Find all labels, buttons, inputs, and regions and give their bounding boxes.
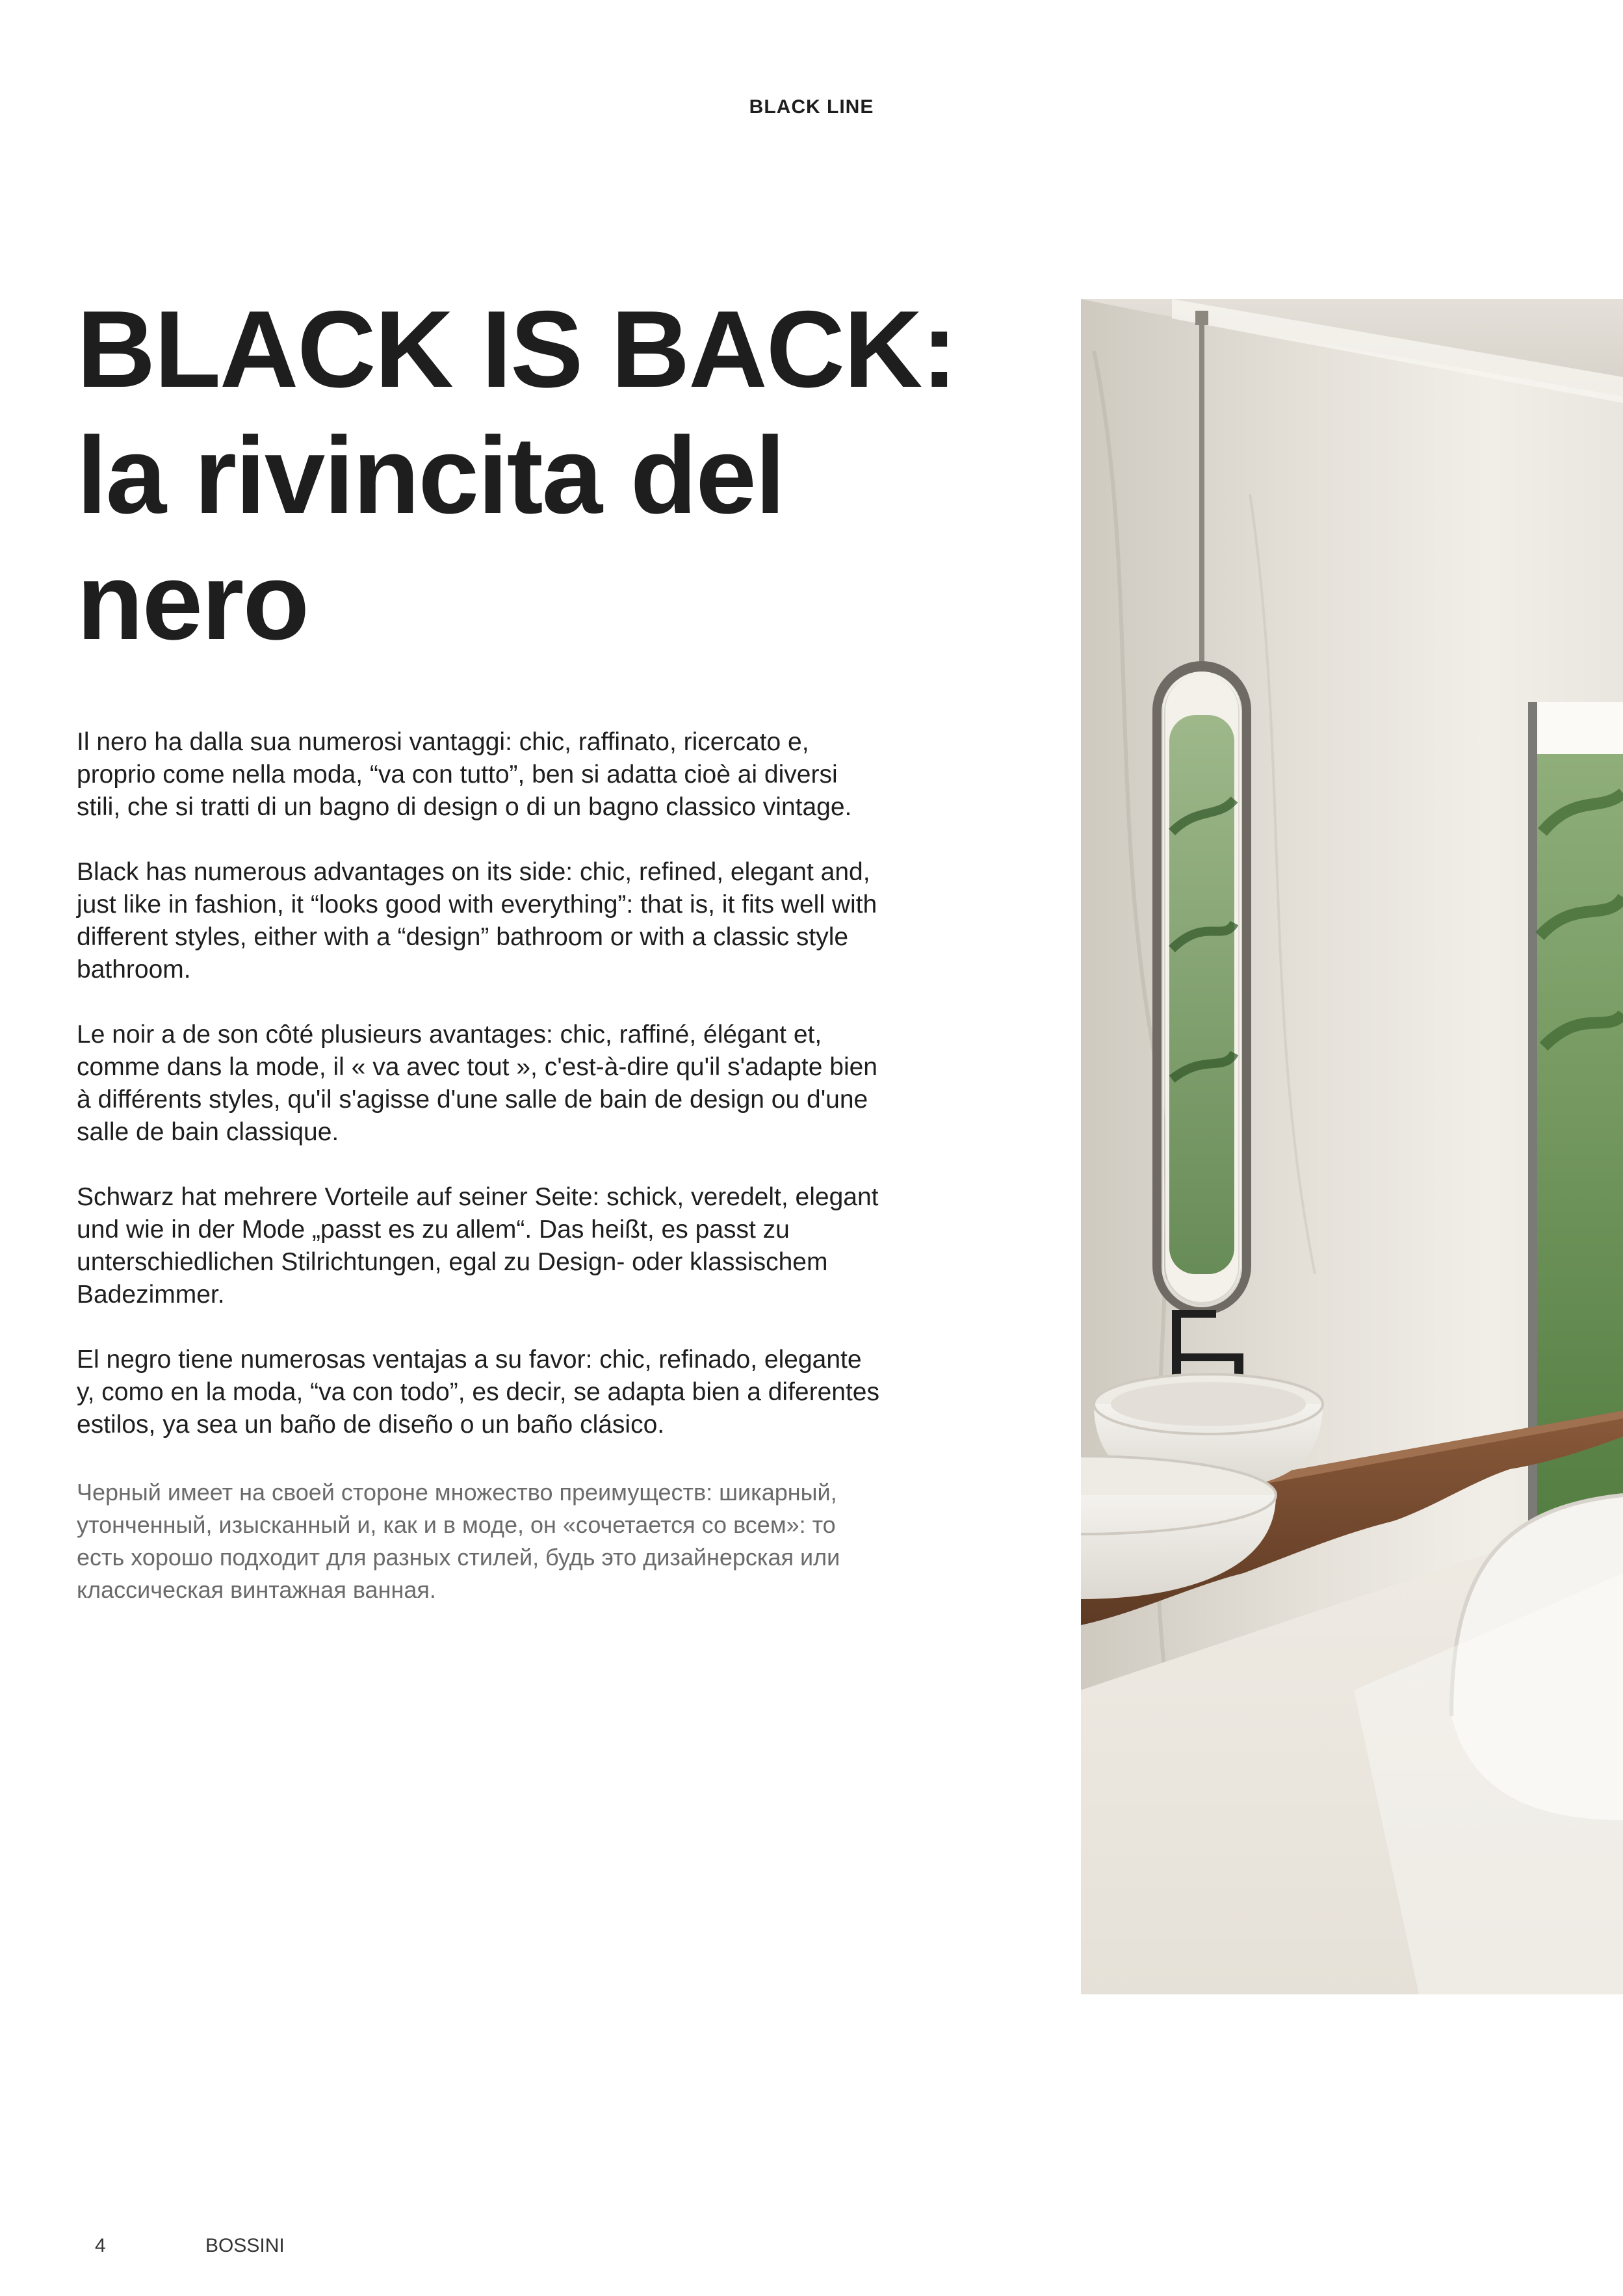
page-title [77,286,1065,664]
paragraph-english: Black has numerous advantages on its side: chic, refined, elegant and, just like in fashion, it “looks good with everything”: that is, it fits well with different styles, either with a “design” bathroom or with a classic style bathroom. [77,858,877,984]
bathroom-illustration [1081,299,1623,1994]
body-text [77,726,883,1639]
section-label: BLACK LINE [749,96,874,118]
title-line-3: nero [77,540,309,662]
page-number: 4 [95,2235,106,2256]
paragraph-german: Schwarz hat mehrere Vorteile auf seiner Seite: schick, veredelt, elegant und wie in der Mode „passt es zu allem“. Das heißt, es passt zu unterschiedlichen Stilrichtungen, egal zu Design- oder klassischem Badezimmer. [77,1183,879,1309]
title-line-1: BLACK IS BACK: [77,288,957,410]
paragraph-russian: Черный имеет на своей стороне множество преимуществ: шикарный, утонченный, изысканный и, как и в моде, он «сочетается со всем»: то есть хорошо подходит для разных стилей, будь это дизайнерская или классическая винтажная ванная. [77,1479,840,1603]
paragraph-spanish: El negro tiene numerosas ventajas a su favor: chic, refinado, elegante y, como en la moda, “va con todo”, es decir, se adapta bien a diferentes estilos, ya sea un baño de diseño o un baño clásico. [77,1346,879,1439]
paragraph-french: Le noir a de son côté plusieurs avantages: chic, raffiné, élégant et, comme dans la mode, il « va avec tout », c'est-à-dire qu'il s'adapte bien à différents styles, qu'il s'agisse d'une salle de bain de design ou d'une salle de bain classique. [77,1021,877,1146]
paragraph-italian: Il nero ha dalla sua numerosi vantaggi: chic, raffinato, ricercato e, proprio come nella moda, “va con tutto”, ben si adatta cioè ai diversi stili, che si tratti di un bagno di design o di un bagno classico vintage. [77,728,852,821]
bathroom-photo [1081,299,1623,1994]
footer-brand: BOSSINI [205,2235,285,2256]
title-line-2: la rivincita del [77,414,785,536]
